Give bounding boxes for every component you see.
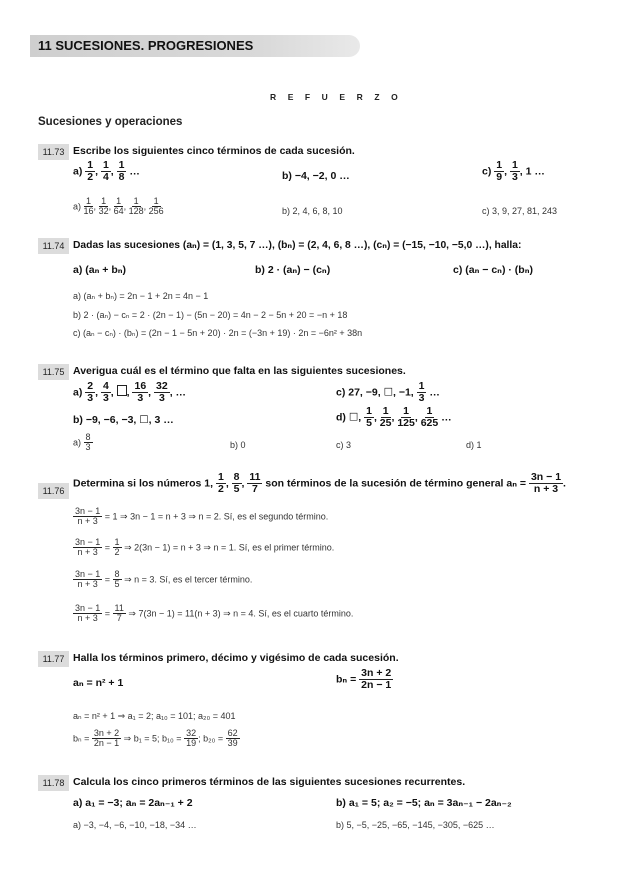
solution-c: c) (aₙ − cₙ) · (bₙ) = (2n − 1 − 5n + 20) · 2n = (−3n + 19) · 2n = −6n² + 38n — [73, 328, 363, 338]
exercise-number: 11.75 — [38, 364, 69, 380]
verification-line-3: $\frac{3n - 1}{n + 3}$ = $\frac{8}{5}$ ⇒ n = 3. Sí, es el tercer término. — [75, 569, 253, 590]
solution-a: aₙ = n² + 1 ⇒ a₁ = 2; a₁₀ = 101; a₂₀ = 401 — [73, 711, 236, 721]
item-b: bₙ = $\frac{3n + 2}{2n - 1}$ — [336, 667, 392, 692]
exercise-number: 11.76 — [38, 483, 69, 499]
solution-b: b) 2 · (aₙ) − cₙ = 2 · (2n − 1) − (5n − 20) = 4n − 2 − 5n + 20 = −n + 18 — [73, 310, 348, 320]
solution-b: bₙ = $\frac{3n + 2}{2n - 1}$ ⇒ b₁ = 5; b₁₀ = $\frac{32}{19}$ ; b₂₀ = $\frac{62}{39}$ — [73, 728, 238, 749]
item-a: aₙ = n² + 1 — [73, 677, 124, 689]
solution-b: b) 5, −5, −25, −65, −145, −305, −625 … — [336, 820, 495, 830]
verification-line-1: $\frac{3n - 1}{n + 3}$ = 1 ⇒ 3n − 1 = n + 3 ⇒ n = 2. Sí, es el segundo término. — [75, 506, 329, 527]
exercise-number: 11.78 — [38, 775, 69, 791]
exercise-statement: Escribe los siguientes cinco términos de cada sucesión. — [73, 145, 355, 157]
item-a: a) $\frac{2}{3}$ , $\frac{4}{3}$ , , $\frac{16}{3}$ , $\frac{32}{3}$ , … — [73, 380, 187, 405]
exercise-number: 11.74 — [38, 238, 69, 254]
verification-line-2: $\frac{3n - 1}{n + 3}$ = $\frac{1}{2}$ ⇒ 2(3n − 1) = n + 3 ⇒ n = 1. Sí, es el primer término. — [75, 537, 335, 558]
exercise-number: 11.73 — [38, 144, 69, 160]
exercise-number: 11.77 — [38, 651, 69, 667]
item-c: c) (aₙ − cₙ) · (bₙ) — [453, 264, 533, 276]
missing-term-box — [117, 385, 127, 396]
chapter-title: 11 SUCESIONES. PROGRESIONES — [38, 38, 254, 53]
solution-a: a) $\frac{8}{3}$ — [73, 432, 91, 453]
solution-d: d) 1 — [466, 440, 482, 450]
item-b: b) 2 · (aₙ) − (cₙ) — [255, 264, 331, 276]
item-c: c) 27, −9, ☐, −1, $\frac{1}{3}$ … — [336, 380, 440, 405]
exercise-statement: Halla los términos primero, décimo y vigésimo de cada sucesión. — [73, 652, 399, 664]
exercise-statement: Determina si los números 1, $\frac{1}{2}$ , $\frac{8}{5}$ , $\frac{11}{7}$ son términos de la sucesión de término general aₙ = $\frac{3n - 1}{n + 3}$ . — [73, 471, 566, 496]
solution-a: a) −3, −4, −6, −10, −18, −34 … — [73, 820, 197, 830]
item-b: b) −4, −2, 0 … — [282, 170, 350, 182]
item-a: a) a₁ = −3; aₙ = 2aₙ₋₁ + 2 — [73, 797, 193, 809]
item-b: b) −9, −6, −3, ☐, 3 … — [73, 414, 174, 426]
solution-b: b) 2, 4, 6, 8, 10 — [282, 206, 343, 216]
exercise-statement: Calcula los cinco primeros términos de las siguientes sucesiones recurrentes. — [73, 776, 466, 788]
solution-b: b) 0 — [230, 440, 246, 450]
section-title: Sucesiones y operaciones — [38, 116, 183, 128]
solution-a: a) $\frac{1}{16}$ , $\frac{1}{32}$ , $\frac{1}{64}$ , $\frac{1}{128}$ , $\frac{1}{256}$ — [73, 196, 164, 217]
solution-c: c) 3, 9, 27, 81, 243 — [482, 206, 558, 216]
item-a: a) (aₙ + bₙ) — [73, 264, 127, 276]
item-b: b) a₁ = 5; a₂ = −5; aₙ = 3aₙ₋₁ − 2aₙ₋₂ — [336, 797, 512, 809]
exercise-statement: Dadas las sucesiones (aₙ) = (1, 3, 5, 7 …), (bₙ) = (2, 4, 6, 8 …), (cₙ) = (−15, −10, −5,0 …), halla: — [73, 240, 522, 251]
item-c: c) $\frac{1}{9}$ , $\frac{1}{3}$ , 1 … — [482, 159, 545, 184]
solution-a: a) (aₙ + bₙ) = 2n − 1 + 2n = 4n − 1 — [73, 291, 209, 301]
section-kicker: R E F U E R Z O — [270, 92, 403, 102]
item-a: a) $\frac{1}{2}$ , $\frac{1}{4}$ , $\frac{1}{8}$ … — [73, 159, 140, 184]
exercise-statement: Averigua cuál es el término que falta en las siguientes sucesiones. — [73, 365, 406, 377]
verification-line-4: $\frac{3n - 1}{n + 3}$ = $\frac{11}{7}$ ⇒ 7(3n − 1) = 11(n + 3) ⇒ n = 4. Sí, es el cuarto término. — [75, 603, 354, 624]
solution-c: c) 3 — [336, 440, 352, 450]
item-d: d) ☐, $\frac{1}{5}$ , $\frac{1}{25}$ , $\frac{1}{125}$ , $\frac{1}{625}$ … — [336, 405, 452, 430]
